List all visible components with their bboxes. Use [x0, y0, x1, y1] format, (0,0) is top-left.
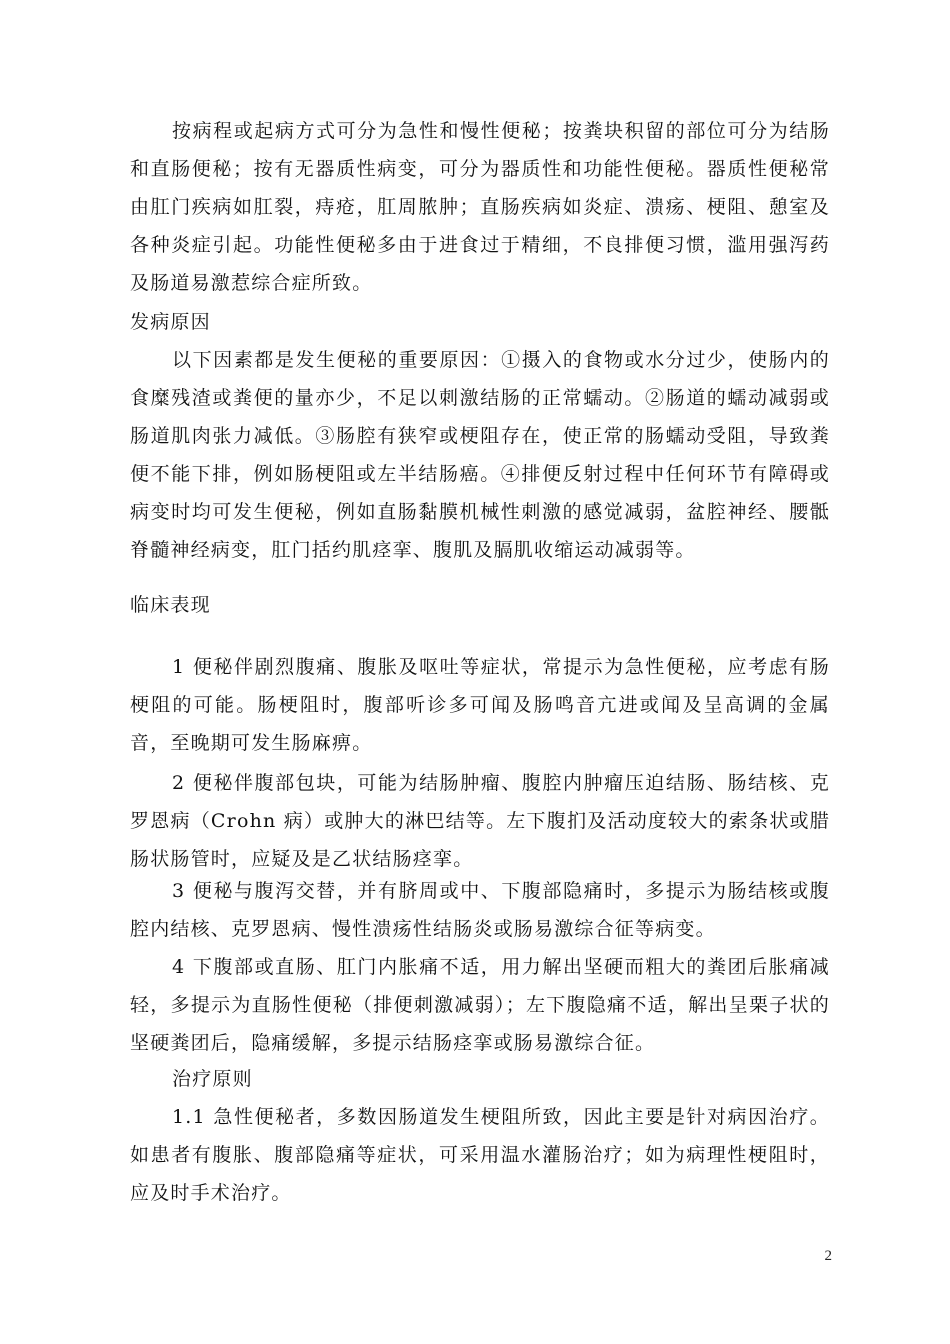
page-number: 2: [824, 1248, 832, 1264]
clinical-item-4: 4 下腹部或直肠、肛门内胀痛不适，用力解出坚硬而粗大的粪团后胀痛减轻，多提示为直肠性便秘（排便刺激减弱）；左下腹隐痛不适，解出呈栗子状的坚硬粪团后，隐痛缓解，多提示结肠痉挛或肠易激综合征。: [130, 956, 830, 1054]
treatment-heading: 治疗原则: [172, 1068, 253, 1090]
intro-paragraph: 按病程或起病方式可分为急性和慢性便秘；按粪块积留的部位可分为结肠和直肠便秘；按有无器质性病变，可分为器质性和功能性便秘。器质性便秘常由肛门疾病如肛裂，痔疮，肛周脓肿；直肠疾病如炎症、溃疡、梗阻、憩室及各种炎症引起。功能性便秘多由于进食过于精细，不良排便习惯，滥用强泻药及肠道易激惹综合症所致。: [130, 120, 830, 294]
clinical-item-1: 1 便秘伴剧烈腹痛、腹胀及呕吐等症状，常提示为急性便秘，应考虑有肠梗阻的可能。肠梗阻时，腹部听诊多可闻及肠鸣音亢进或闻及呈高调的金属音，至晚期可发生肠麻痹。: [130, 656, 830, 754]
clinical-item-2: 2 便秘伴腹部包块，可能为结肠肿瘤、腹腔内肿瘤压迫结肠、肠结核、克罗恩病（Crohn 病）或肿大的淋巴结等。左下腹扪及活动度较大的索条状或腊肠状肠管时，应疑及是乙状结肠痉挛。: [130, 772, 830, 870]
causes-heading: 发病原因: [130, 311, 211, 333]
causes-paragraph: 以下因素都是发生便秘的重要原因：①摄入的食物或水分过少，使肠内的食糜残渣或粪便的量亦少，不足以刺激结肠的正常蠕动。②肠道的蠕动减弱或肠道肌肉张力减低。③肠腔有狭窄或梗阻存在，使正常的肠蠕动受阻，导致粪便不能下排，例如肠梗阻或左半结肠癌。④排便反射过程中任何环节有障碍或病变时均可发生便秘，例如直肠黏膜机械性刺激的感觉减弱，盆腔神经、腰骶脊髓神经病变，肛门括约肌痉挛、腹肌及膈肌收缩运动减弱等。: [130, 349, 830, 561]
clinical-heading: 临床表现: [130, 594, 211, 616]
treatment-item-1: 1.1 急性便秘者，多数因肠道发生梗阻所致，因此主要是针对病因治疗。如患者有腹胀、腹部隐痛等症状，可采用温水灌肠治疗；如为病理性梗阻时，应及时手术治疗。: [130, 1106, 830, 1204]
clinical-item-3: 3 便秘与腹泻交替，并有脐周或中、下腹部隐痛时，多提示为肠结核或腹腔内结核、克罗恩病、慢性溃疡性结肠炎或肠易激综合征等病变。: [130, 880, 830, 940]
